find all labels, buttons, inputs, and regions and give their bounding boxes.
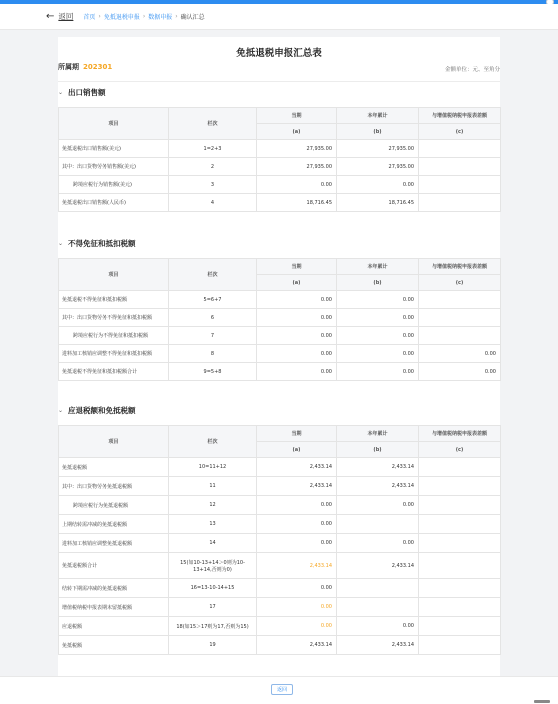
row-col: 3	[169, 176, 257, 194]
row-item: 免抵退税额	[59, 458, 169, 477]
row-item: 跨境应税行为不得免征和抵扣税额	[59, 327, 169, 345]
row-current: 0.00	[257, 496, 337, 515]
unit-note: 金额单位：元、至角分	[444, 67, 500, 73]
row-current: 0.00	[257, 598, 337, 617]
row-col: 8	[169, 345, 257, 363]
section-title: 不得免征和抵扣税额	[68, 239, 136, 248]
row-item: 免抵退税不得免征和抵扣税额合计	[59, 363, 169, 381]
table-row	[59, 617, 501, 636]
back-button[interactable]	[46, 11, 73, 22]
chevron-down-icon: ⌄	[58, 240, 64, 247]
row-current: 0.00	[257, 345, 337, 363]
table-row	[59, 176, 501, 194]
row-col: 12	[169, 496, 257, 515]
table-row	[59, 458, 501, 477]
row-item: 跨境应税行为销售额(美元)	[59, 176, 169, 194]
row-item: 免抵退税不得免征和抵扣税额	[59, 291, 169, 309]
row-diff	[419, 553, 501, 579]
breadcrumb-current: 确认汇总	[180, 14, 205, 21]
row-current: 0.00	[257, 534, 337, 553]
row-diff	[419, 327, 501, 345]
table-row	[59, 598, 501, 617]
row-current: 2,433.14	[257, 458, 337, 477]
header-item: 项目	[59, 426, 169, 458]
row-diff: 0.00	[419, 345, 501, 363]
row-diff	[419, 617, 501, 636]
row-col: 15(如10-13+14＞0则为10-13+14,否则为0)	[169, 553, 257, 579]
page-title: 免抵退税申报汇总表	[236, 48, 322, 59]
row-current: 0.00	[257, 309, 337, 327]
row-item: 跨境应税行为免抵退税额	[59, 496, 169, 515]
header-diff: 与增值税纳税申报表差额	[419, 426, 501, 442]
row-current: 0.00	[257, 515, 337, 534]
header-current: 当期	[257, 108, 337, 124]
header-c: (c)	[419, 442, 501, 458]
header-b: (b)	[337, 442, 419, 458]
row-item: 其中：出口货物劳务免抵退税额	[59, 477, 169, 496]
header-current: 当期	[257, 259, 337, 275]
row-col: 11	[169, 477, 257, 496]
nondeductible-table	[58, 258, 501, 381]
row-ytd: 0.00	[337, 617, 419, 636]
section-title: 应退税额和免抵税额	[68, 406, 136, 415]
row-col: 5=6+7	[169, 291, 257, 309]
refund-table	[58, 425, 501, 655]
breadcrumb-home[interactable]: 首页	[83, 14, 96, 21]
row-item: 免抵退税额合计	[59, 553, 169, 579]
breadcrumb-separator: ›	[98, 13, 101, 20]
row-diff	[419, 458, 501, 477]
section-header-refund[interactable]	[58, 405, 136, 416]
period-info	[58, 62, 112, 72]
header-col: 栏次	[169, 426, 257, 458]
row-current: 27,935.00	[257, 158, 337, 176]
row-ytd	[337, 598, 419, 617]
row-current: 0.00	[257, 617, 337, 636]
report-card	[58, 37, 500, 704]
table-row	[59, 496, 501, 515]
keyboard-icon[interactable]	[534, 700, 550, 703]
row-diff	[419, 515, 501, 534]
row-diff	[419, 534, 501, 553]
row-ytd: 2,433.14	[337, 477, 419, 496]
header-col: 栏次	[169, 108, 257, 140]
row-ytd	[337, 579, 419, 598]
table-row	[59, 140, 501, 158]
row-ytd: 0.00	[337, 534, 419, 553]
row-item: 免抵税额	[59, 636, 169, 655]
row-ytd: 2,433.14	[337, 553, 419, 579]
section-header-sales[interactable]	[58, 87, 106, 98]
table-row	[59, 534, 501, 553]
row-col: 16=13-10-14+15	[169, 579, 257, 598]
row-col: 1=2+3	[169, 140, 257, 158]
back-label: 返回	[58, 12, 74, 21]
row-current: 2,433.14	[257, 636, 337, 655]
row-ytd: 27,935.00	[337, 140, 419, 158]
row-item: 上期结转需冲减的免抵退税额	[59, 515, 169, 534]
row-item: 其中：出口货物劳务不得免征和抵扣税额	[59, 309, 169, 327]
section-header-nondeductible[interactable]	[58, 238, 136, 249]
row-col: 18(如15＞17则为17,否则为15)	[169, 617, 257, 636]
table-row	[59, 515, 501, 534]
row-current: 2,433.14	[257, 477, 337, 496]
table-row	[59, 477, 501, 496]
row-diff	[419, 176, 501, 194]
row-ytd: 0.00	[337, 309, 419, 327]
row-diff	[419, 636, 501, 655]
row-diff	[419, 158, 501, 176]
table-row	[59, 309, 501, 327]
row-ytd: 2,433.14	[337, 636, 419, 655]
header-c: (c)	[419, 124, 501, 140]
breadcrumb-data[interactable]: 数据申报	[148, 14, 173, 21]
header-current: 当期	[257, 426, 337, 442]
row-col: 19	[169, 636, 257, 655]
header-ytd: 本年累计	[337, 426, 419, 442]
row-current: 2,433.14	[257, 553, 337, 579]
row-current: 0.00	[257, 176, 337, 194]
header-item: 项目	[59, 259, 169, 291]
row-current: 0.00	[257, 363, 337, 381]
row-diff	[419, 598, 501, 617]
row-ytd: 0.00	[337, 176, 419, 194]
row-item: 免抵退税出口销售额(人民币)	[59, 194, 169, 212]
period-value: 202301	[83, 63, 113, 71]
header-item: 项目	[59, 108, 169, 140]
header-ytd: 本年累计	[337, 259, 419, 275]
table-row	[59, 345, 501, 363]
header-b: (b)	[337, 124, 419, 140]
row-diff	[419, 291, 501, 309]
row-col: 13	[169, 515, 257, 534]
row-diff	[419, 140, 501, 158]
row-diff	[419, 496, 501, 515]
table-row	[59, 158, 501, 176]
row-ytd: 0.00	[337, 291, 419, 309]
row-col: 14	[169, 534, 257, 553]
row-item: 应退税额	[59, 617, 169, 636]
row-col: 7	[169, 327, 257, 345]
top-nav	[0, 4, 558, 30]
row-current: 27,935.00	[257, 140, 337, 158]
divider	[58, 81, 500, 82]
row-diff: 0.00	[419, 363, 501, 381]
row-col: 6	[169, 309, 257, 327]
row-current: 0.00	[257, 579, 337, 598]
breadcrumb-separator: ›	[175, 13, 178, 20]
table-row	[59, 579, 501, 598]
header-c: (c)	[419, 275, 501, 291]
row-ytd: 2,433.14	[337, 458, 419, 477]
breadcrumb-refund[interactable]: 免抵退税申报	[103, 14, 140, 21]
row-col: 4	[169, 194, 257, 212]
header-a: (a)	[257, 442, 337, 458]
header-col: 栏次	[169, 259, 257, 291]
header-ytd: 本年累计	[337, 108, 419, 124]
sales-table	[58, 107, 501, 212]
row-diff	[419, 194, 501, 212]
breadcrumb-separator: ›	[142, 13, 146, 20]
row-diff	[419, 309, 501, 327]
row-item: 其中：出口货物劳务销售额(美元)	[59, 158, 169, 176]
header-a: (a)	[257, 124, 337, 140]
row-col: 2	[169, 158, 257, 176]
chevron-down-icon: ⌄	[58, 407, 64, 414]
row-ytd	[337, 515, 419, 534]
row-diff	[419, 579, 501, 598]
row-ytd: 18,716.45	[337, 194, 419, 212]
row-col: 17	[169, 598, 257, 617]
row-current: 18,716.45	[257, 194, 337, 212]
row-ytd: 27,935.00	[337, 158, 419, 176]
row-item: 增值税纳税申报表期末留抵税额	[59, 598, 169, 617]
back-arrow-icon: ←	[46, 11, 55, 22]
return-button[interactable]: 返回	[271, 684, 293, 695]
period-label: 所属期	[58, 63, 79, 71]
row-ytd: 0.00	[337, 327, 419, 345]
header-diff: 与增值税纳税申报表差额	[419, 259, 501, 275]
header-a: (a)	[257, 275, 337, 291]
row-col: 10=11+12	[169, 458, 257, 477]
row-item: 结转下期需冲减的免抵退税额	[59, 579, 169, 598]
table-row	[59, 363, 501, 381]
table-row	[59, 291, 501, 309]
table-row	[59, 327, 501, 345]
row-item: 进料加工核销应调整免抵退税额	[59, 534, 169, 553]
row-ytd: 0.00	[337, 345, 419, 363]
row-ytd: 0.00	[337, 363, 419, 381]
header-diff: 与增值税纳税申报表差额	[419, 108, 501, 124]
table-row	[59, 194, 501, 212]
row-current: 0.00	[257, 327, 337, 345]
chevron-down-icon: ⌄	[58, 89, 64, 96]
header-b: (b)	[337, 275, 419, 291]
row-ytd: 0.00	[337, 496, 419, 515]
table-row	[59, 553, 501, 579]
row-diff	[419, 477, 501, 496]
row-item: 免抵退税出口销售额(美元)	[59, 140, 169, 158]
row-col: 9=5+8	[169, 363, 257, 381]
table-row	[59, 636, 501, 655]
row-current: 0.00	[257, 291, 337, 309]
section-title: 出口销售额	[68, 88, 106, 97]
row-item: 进料加工核销应调整不得免征和抵扣税额	[59, 345, 169, 363]
